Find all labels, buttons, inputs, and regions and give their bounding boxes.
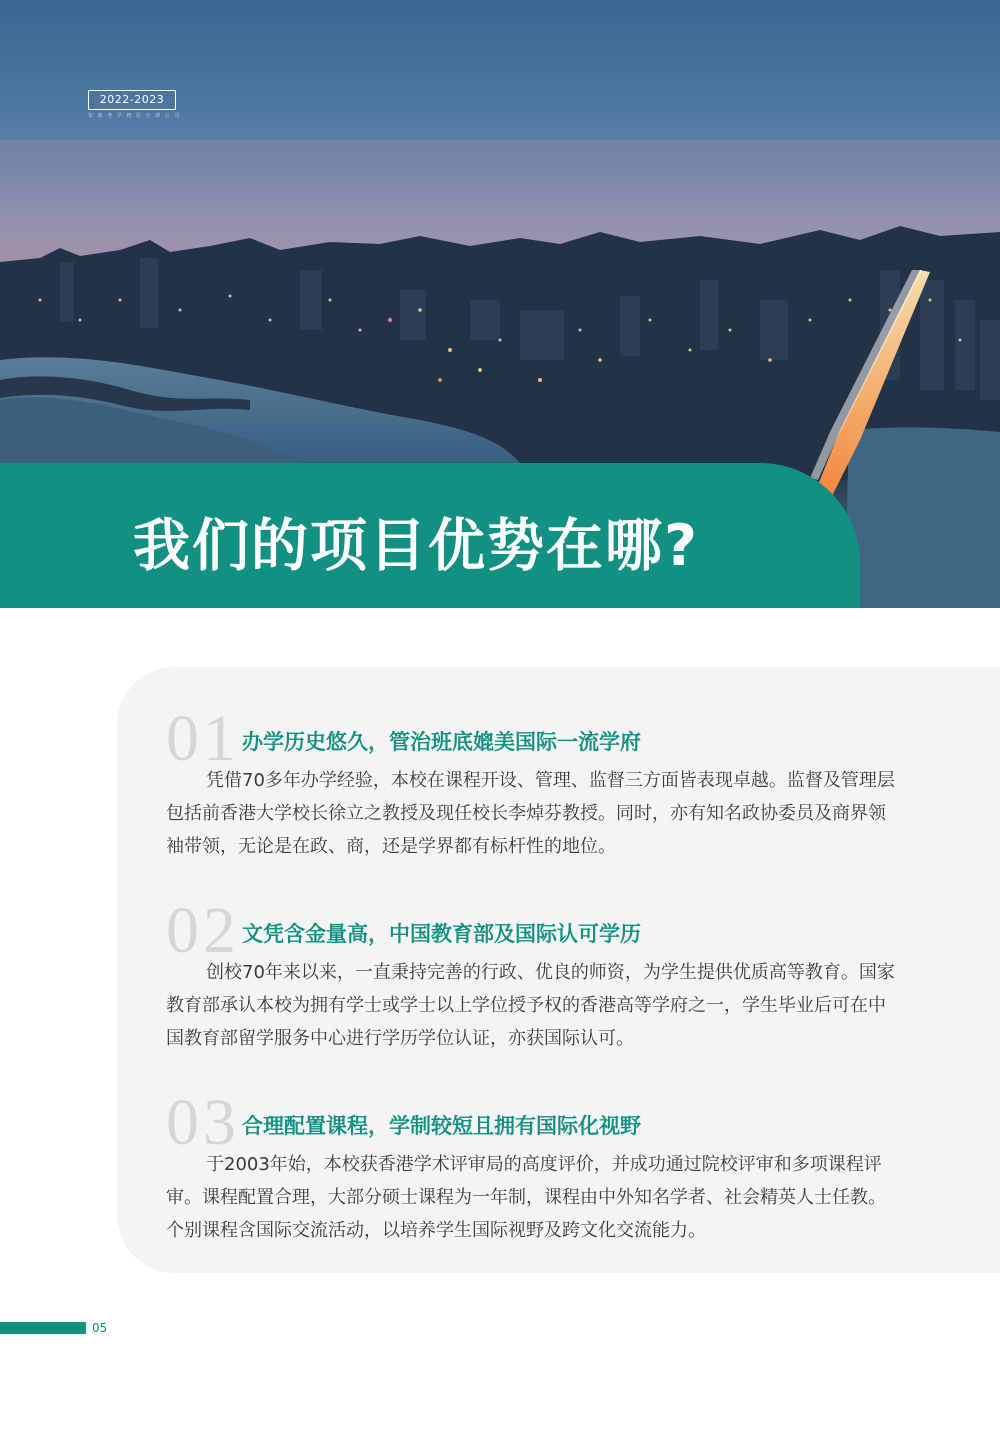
- section-number: 02: [166, 894, 240, 967]
- year-subtitle: 东 就 考 学 初 位 全 球 公 司: [88, 113, 181, 119]
- page-number: 05: [92, 1321, 108, 1335]
- section-body: 创校70年来以来，一直秉持完善的行政、优良的师资，为学生提供优质高等教育。国家教育部承认本校为拥有学士或学士以上学位授予权的香港高等学府之一，学生毕业后可在中国教育部留学服务中心进行学历学位认证，亦获国际认可。: [166, 962, 895, 1049]
- hero-city-photo: [0, 0, 1000, 608]
- section-body: 于2003年始，本校获香港学术评审局的高度评价，并成功通过院校评审和多项课程评审。课程配置合理，大部分硕士课程为一年制，课程由中外知名学者、社会精英人士任教。个别课程含国际交流活动，以培养学生国际视野及跨文化交流能力。: [166, 1154, 886, 1241]
- section-body: 凭借70多年办学经验，本校在课程开设、管理、监督三方面皆表现卓越。监督及管理层包括前香港大学校长徐立之教授及现任校长李焯芬教授。同时，亦有知名政协委员及商界领袖带领，无论是在政、商，还是学界都有标杆性的地位。: [166, 770, 895, 857]
- page-title: 我们的项目优势在哪?: [133, 513, 700, 579]
- section-heading: 合理配置课程，学制较短且拥有国际化视野: [242, 1114, 641, 1138]
- section-number: 03: [166, 1086, 240, 1159]
- section-number: 01: [166, 702, 240, 775]
- year-label: 2022-2023: [88, 90, 176, 110]
- section-heading: 文凭含金量高，中国教育部及国际认可学历: [242, 922, 641, 946]
- section-heading: 办学历史悠久，管治班底媲美国际一流学府: [242, 730, 641, 754]
- page-accent-bar: [0, 1322, 86, 1334]
